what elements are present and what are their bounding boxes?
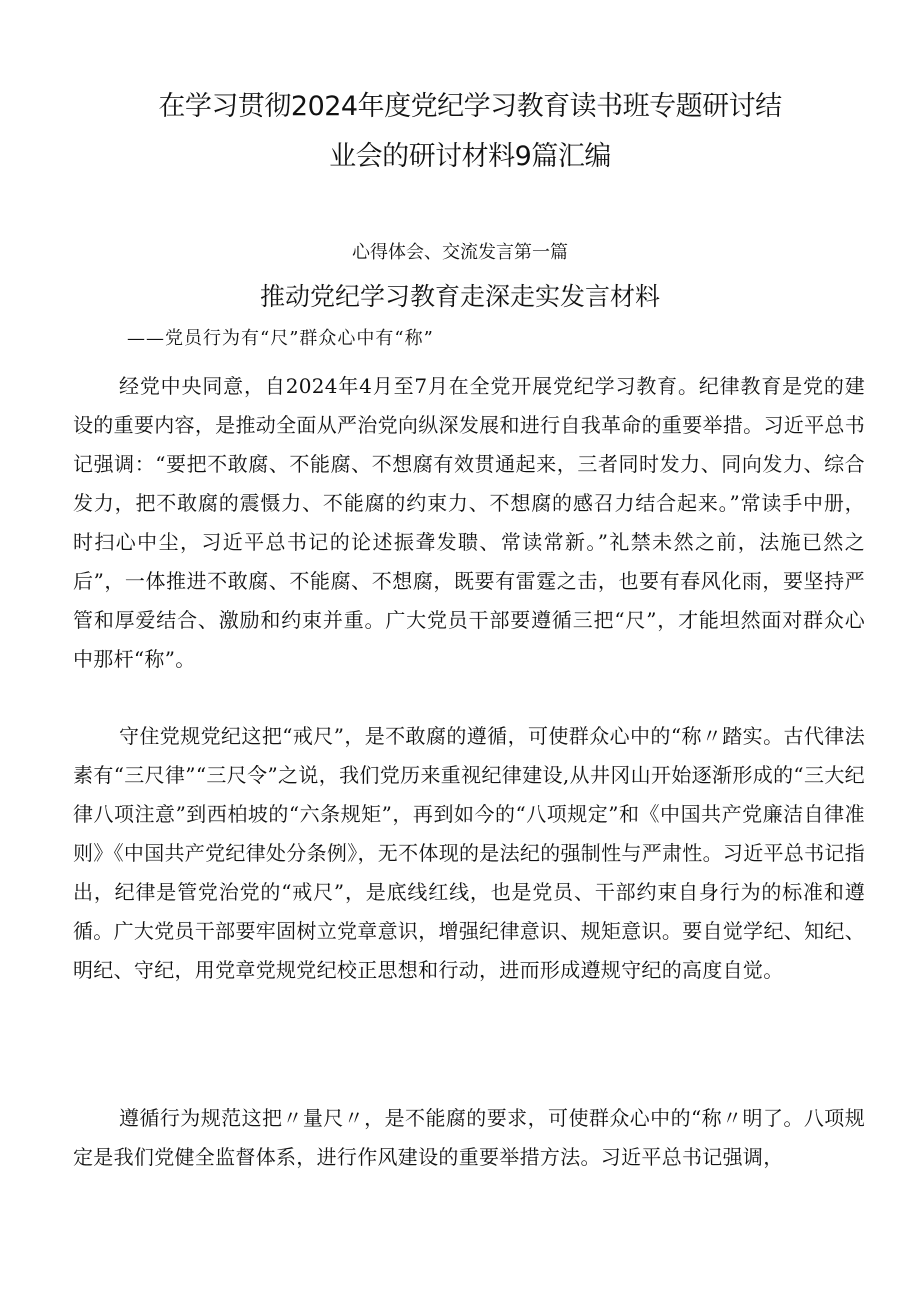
document-title-line-2: 业会的研讨材料9篇汇编	[329, 141, 611, 172]
section-label: 心得体会、交流发言第一篇	[352, 242, 568, 263]
article-title: 推动党纪学习教育走深走实发言材料	[259, 282, 660, 311]
body-paragraph-3: 遵循行为规范这把〃量尺〃，是不能腐的要求，可使群众心中的“称〃明了。八项规定是我们党健全监督体系，进行作风建设的重要举措方法。习近平总书记强调，	[73, 1106, 865, 1169]
document-title	[130, 82, 810, 182]
document-title-line-1: 在学习贯彻2024年度党纪学习教育读书班专题研讨结	[158, 91, 782, 122]
body-paragraph-2: 守住党规党纪这把“戒尺”，是不敢腐的遵循，可使群众心中的“称〃踏实。古代律法素有“三尺律”“三尺令”之说，我们党历来重视纪律建设,从井冈山开始逐渐形成的“三大纪律八项注意”到西柏坡的“六条规矩”，再到如今的“八项规定”和《中国共产党廉洁自律准则》《中国共产党纪律处分条例》，无不体现的是法纪的强制性与严肃性。习近平总书记指出，纪律是管党治党的“戒尺”，是底线红线，也是党员、干部约束自身行为的标准和遵循。广大党员干部要牢固树立党章意识，增强纪律意识、规矩意识。要自觉学纪、知纪、明纪、守纪，用党章党规党纪校正思想和行动，进而形成遵规守纪的高度自觉。	[73, 724, 865, 982]
article-tagline: ——党员行为有“尺”群众心中有“称”	[127, 328, 434, 349]
body-paragraph-1: 经党中央同意，自2024年4月至7月在全党开展党纪学习教育。纪律教育是党的建设的重要内容，是推动全面从严治党向纵深发展和进行自我革命的重要举措。习近平总书记强调：“要把不敢腐、不能腐、不想腐有效贯通起来，三者同时发力、同向发力、综合发力，把不敢腐的震慑力、不能腐的约束力、不想腐的感召力结合起来。”常读手中册，时扫心中尘，习近平总书记的论述振聋发聩、常读常新。”礼禁未然之前，法施已然之后”，一体推进不敢腐、不能腐、不想腐，既要有雷霆之击，也要有春风化雨，要坚持严管和厚爱结合、激励和约束并重。广大党员干部要遵循三把“尺”，才能坦然面对群众心中那杆“称”。	[73, 374, 865, 671]
